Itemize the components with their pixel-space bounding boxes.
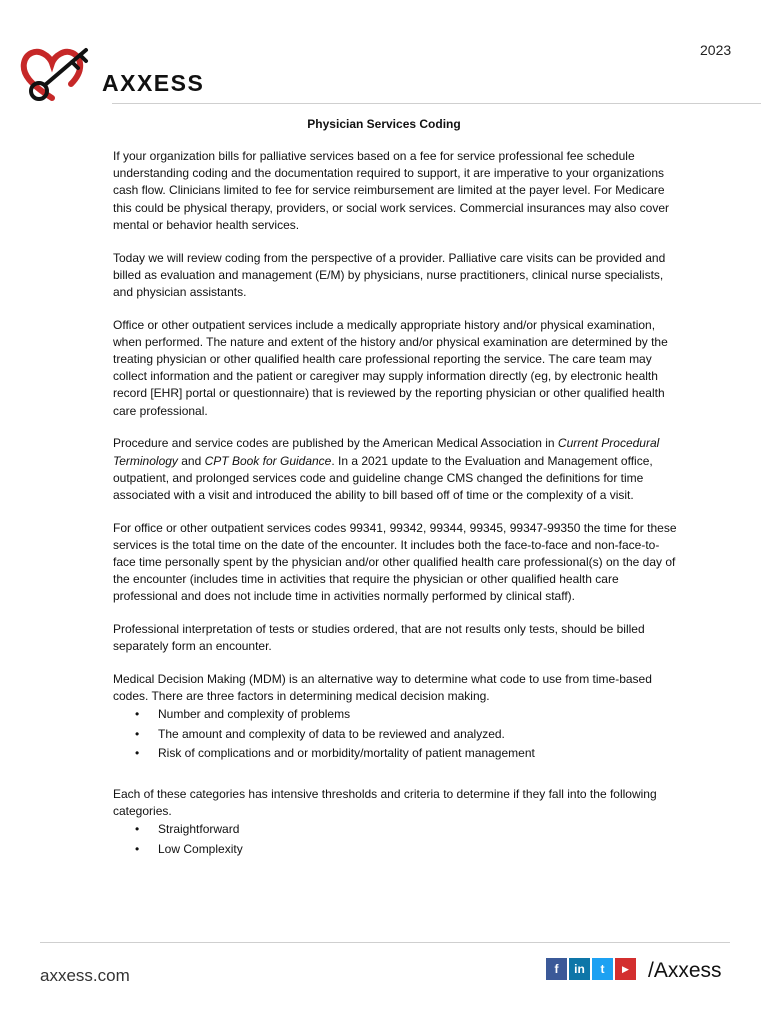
list-item: • Number and complexity of problems <box>158 705 678 725</box>
text-run: and <box>177 453 205 468</box>
document-title: Physician Services Coding <box>307 117 461 131</box>
document-body <box>113 148 678 859</box>
footer-divider <box>40 942 730 943</box>
paragraph-cpt <box>113 435 678 504</box>
category-list <box>113 820 678 859</box>
footer-website-link[interactable]: axxess.com <box>40 966 130 985</box>
italic-title: CPT Book for Guidance <box>204 453 332 468</box>
list-item: • The amount and complexity of data to be reviewed and analyzed. <box>158 725 678 745</box>
linkedin-icon[interactable]: in <box>569 958 590 980</box>
facebook-icon[interactable]: f <box>546 958 567 980</box>
youtube-icon[interactable]: ▶ <box>615 958 636 980</box>
text-run: . In a 2021 update to the Evaluation and Management office, outpatient, and prolonged services code and guideline change CMS changed the definitions for time associated with a visit and introduced the ability to bill based off of time or the complexity of a visit. <box>113 453 653 502</box>
mdm-factor-list <box>113 705 678 764</box>
social-handle: /Axxess <box>648 959 722 982</box>
year-label: 2023 <box>700 42 732 58</box>
italic-title: Current Procedural Terminology <box>113 436 660 468</box>
paragraph: Each of these categories has intensive thresholds and criteria to determine if they fall into the following categories. <box>113 786 657 819</box>
axxess-logo <box>20 46 210 106</box>
logo-wordmark: AXXESS <box>102 70 205 96</box>
list-item: • Risk of complications and or morbidity/mortality of patient management <box>158 744 678 764</box>
header-divider <box>112 103 761 104</box>
text-run: Procedure and service codes are published by the American Medical Association in <box>113 436 558 451</box>
social-links <box>546 958 636 980</box>
paragraph: Professional interpretation of tests or studies ordered, that are not results only tests, should be billed separately form an encounter. <box>113 622 645 654</box>
paragraph: Today we will review coding from the perspective of a provider. Palliative care visits can be provided and billed as evaluation and management (E/M) by physicians, nurse practitioners, clinical nurse specialists, and physician assistants. <box>113 250 666 299</box>
twitter-icon[interactable]: t <box>592 958 613 980</box>
list-item: • Straightforward <box>158 820 678 840</box>
paragraph: Office or other outpatient services include a medically appropriate history and/or physical examination, when performed. The nature and extent of the history and/or physical examination are determined by the treating physician or other qualified health care professional reporting the service. The care team may collect information and the patient or caregiver may supply information directly (eg, by electronic health record [EHR] portal or questionnaire) that is reviewed by the reporting physician or other qualified health care professional. <box>113 317 668 418</box>
paragraph: If your organization bills for palliative services based on a fee for service professional fee schedule understanding coding and the documentation required to support, it are imperative to your organizations cash flow. Clinicians limited to fee for service reimbursement are limited at the payer level. For Medicare this could be physical therapy, providers, or social work services. Commercial insurances may also cover mental or behavior health services. <box>113 149 669 232</box>
paragraph: For office or other outpatient services codes 99341, 99342, 99344, 99345, 99347-99350 the time for these services is the total time on the date of the encounter. It includes both the face-to-face and non-face-to-face time personally spent by the physician and/or other qualified health care professional(s) on the day of the encounter (includes time in activities that require the physician or other qualified health care professional and does not include time in activities normally performed by clinical staff). <box>113 520 677 604</box>
paragraph: Medical Decision Making (MDM) is an alternative way to determine what code to use from time-based codes. There are three factors in determining medical decision making. <box>113 672 652 704</box>
list-item: • Low Complexity <box>158 840 678 860</box>
heart-key-icon <box>20 46 102 106</box>
